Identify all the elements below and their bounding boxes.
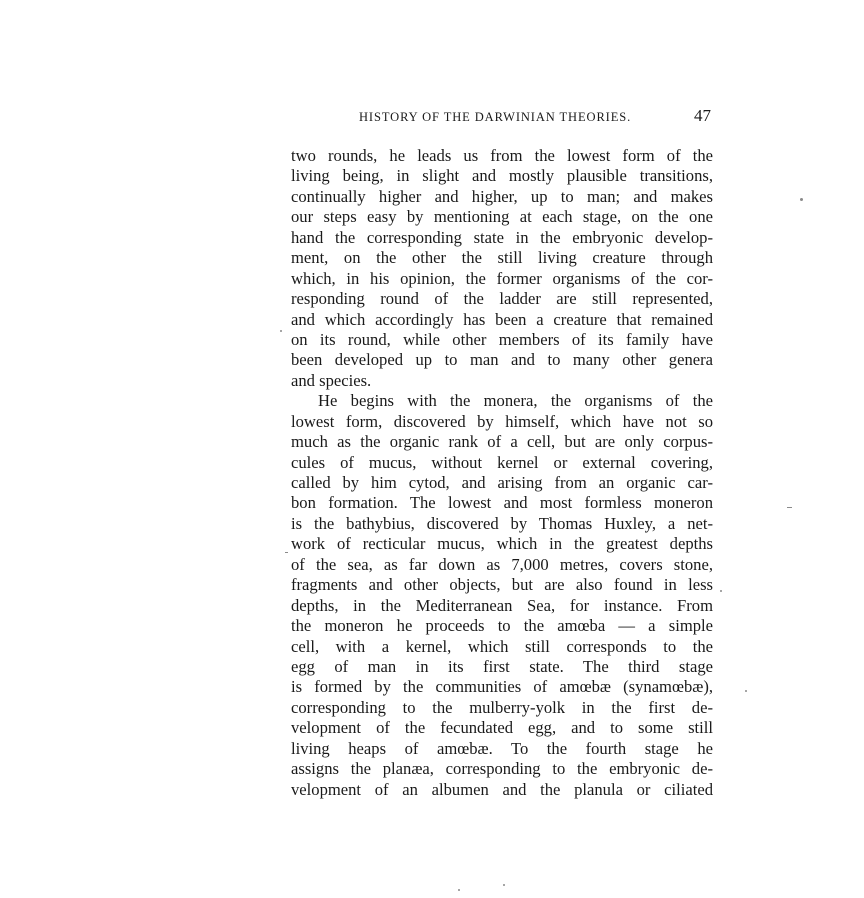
text-line: living heaps of amœbæ. To the fourth stage he [291,738,713,758]
text-line: the moneron he proceeds to the amœba — a simple [291,616,713,636]
scan-speck [503,884,505,886]
text-line: living being, in slight and mostly plausible transitions, [291,166,713,186]
text-line: cell, with a kernel, which still corresponds to the [291,636,713,656]
scan-speck [285,552,288,553]
text-line: velopment of an albumen and the planula or ciliated [291,779,713,799]
text-line: is formed by the communities of amœbæ (synamœbæ), [291,677,713,697]
text-line: called by him cytod, and arising from an organic car- [291,473,713,492]
running-head [293,106,713,130]
text-line: ment, on the other the still living creature through [291,248,713,268]
text-line: is the bathybius, discovered by Thomas Huxley, a net- [291,513,713,533]
running-head-title: HISTORY OF THE DARWINIAN THEORIES. [359,110,632,124]
text-line: hand the corresponding state in the embryonic develop- [291,227,713,247]
text-line: which, in his opinion, the former organisms of the cor- [291,268,713,288]
text-line: on its round, while other members of its family have [291,329,713,349]
text-line: and which accordingly has been a creature that remained [291,309,713,329]
text-line: two rounds, he leads us from the lowest form of the [291,146,713,165]
text-line: lowest form, discovered by himself, which have not so [291,411,713,431]
text-line: corresponding to the mulberry-yolk in the first de- [291,697,713,717]
scan-speck [280,330,282,332]
paragraph-first-line: He begins with the monera, the organisms of the [318,391,713,411]
text-line: much as the organic rank of a cell, but are only corpus- [291,432,713,452]
page-number: 47 [694,106,711,125]
text-line: continually higher and higher, up to man; and makes [291,186,713,206]
text-line: work of recticular mucus, which in the greatest depths [291,534,713,554]
text-line: egg of man in its first state. The third stage [291,656,713,676]
text-line: our steps easy by mentioning at each stage, on the one [291,207,713,227]
body-text [291,146,713,800]
text-line: depths, in the Mediterranean Sea, for instance. From [291,595,713,615]
text-line: of the sea, as far down as 7,000 metres, covers stone, [291,554,713,574]
text-line: responding round of the ladder are still represented, [291,289,713,309]
scan-speck [787,507,792,508]
text-line: been developed up to man and to many other genera [291,350,713,370]
scan-speck [720,590,722,592]
text-line: bon formation. The lowest and most formless moneron [291,493,713,513]
text-line: velopment of the fecundated egg, and to some still [291,718,713,738]
text-line: fragments and other objects, but are also found in less [291,575,713,595]
scan-speck [800,198,803,201]
scan-speck [458,889,460,891]
scan-speck [745,690,747,692]
text-line: assigns the planæa, corresponding to the embryonic de- [291,759,713,779]
text-line: and species. [291,370,372,390]
text-line: cules of mucus, without kernel or external covering, [291,452,713,472]
